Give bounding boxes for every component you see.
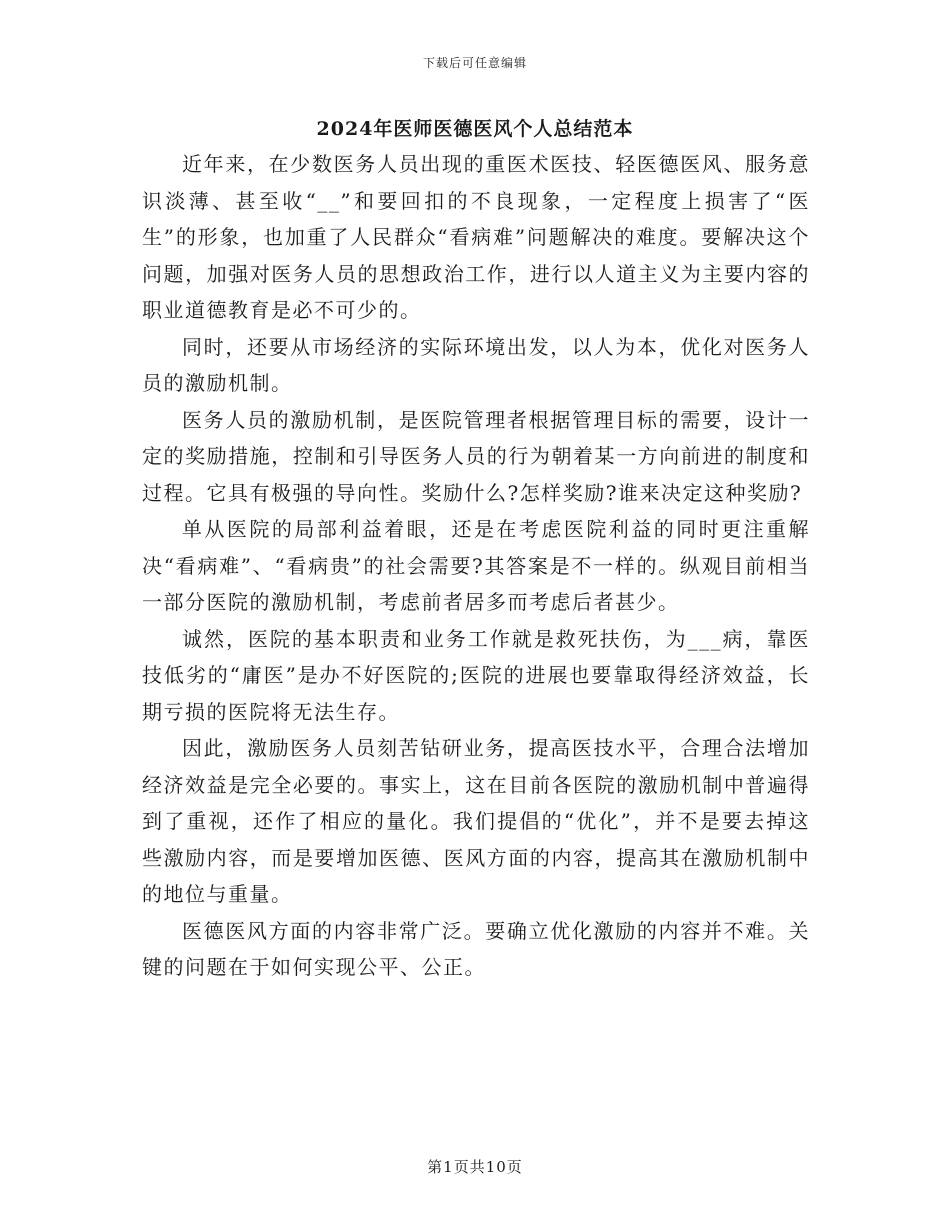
document-title: 2024年医师医德医风个人总结范本 xyxy=(316,118,634,140)
document-body xyxy=(142,146,810,986)
page-number: 第1页共10页 xyxy=(427,1158,523,1176)
paragraph: 同时，还要从市场经济的实际环境出发，以人为本，优化对医务人员的激励机制。 xyxy=(142,334,810,395)
paragraph: 因此，激励医务人员刻苦钻研业务，提高医技水平，合理合法增加经济效益是完全必要的。事实上，这在目前各医院的激励机制中普遍得到了重视，还作了相应的量化。我们提倡的“优化”，并不是要去掉这些激励内容，而是要增加医德、医风方面的内容，提高其在激励机制中的地位与重量。 xyxy=(142,736,810,906)
paragraph: 近年来，在少数医务人员出现的重医术医技、轻医德医风、服务意识淡薄、甚至收“__”和要回扣的不良现象，一定程度上损害了“医生”的形象，也加重了人民群众“看病难”问题解决的难度。要解决这个问题，加强对医务人员的思想政治工作，进行以人道主义为主要内容的职业道德教育是必不可少的。 xyxy=(142,152,810,322)
paragraph: 诚然，医院的基本职责和业务工作就是救死扶伤，为___病，靠医技低劣的“庸医”是办不好医院的;医院的进展也要靠取得经济效益，长期亏损的医院将无法生存。 xyxy=(142,626,810,724)
paragraph: 单从医院的局部利益着眼，还是在考虑医院利益的同时更注重解决“看病难”、“看病贵”的社会需要?其答案是不一样的。纵观目前相当一部分医院的激励机制，考虑前者居多而考虑后者甚少。 xyxy=(142,517,810,614)
paragraph: 医德医风方面的内容非常广泛。要确立优化激励的内容并不难。关键的问题在于如何实现公平、公正。 xyxy=(142,918,810,979)
paragraph: 医务人员的激励机制，是医院管理者根据管理目标的需要，设计一定的奖励措施，控制和引导医务人员的行为朝着某一方向前进的制度和过程。它具有极强的导向性。奖励什么?怎样奖励?谁来决定这种奖励? xyxy=(142,407,810,505)
page-header-note: 下载后可任意编辑 xyxy=(422,56,527,70)
